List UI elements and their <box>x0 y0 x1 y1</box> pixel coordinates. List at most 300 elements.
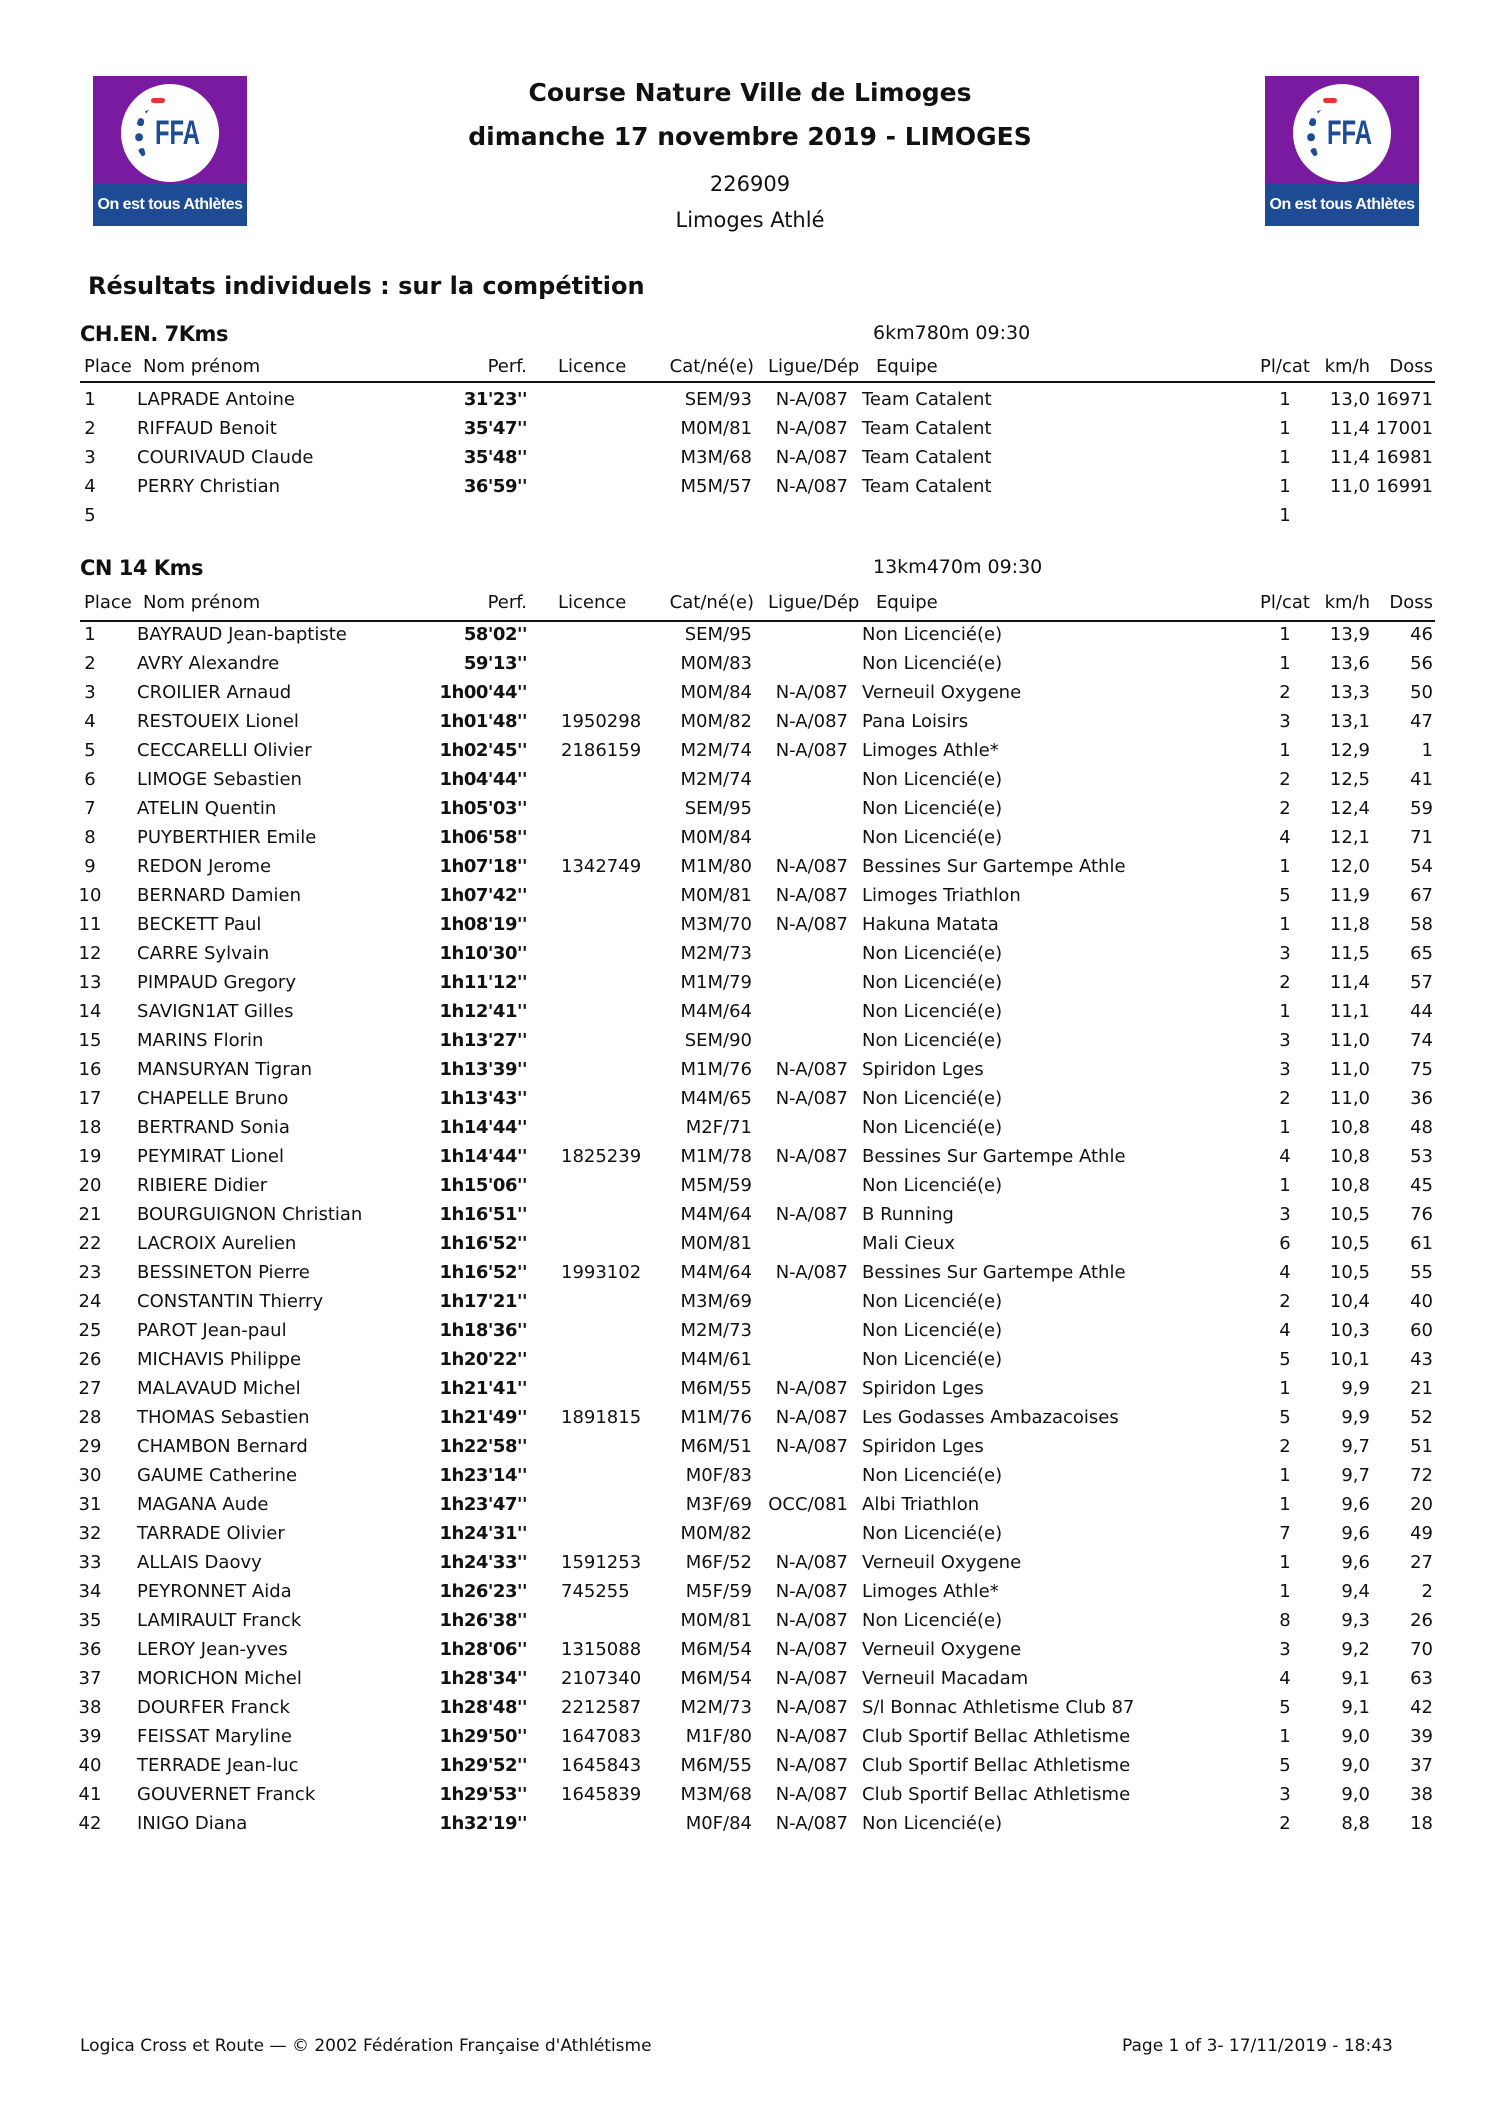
cell-plcat: 5 <box>1279 1407 1291 1428</box>
cell-cat: SEM/90 <box>684 1030 752 1051</box>
cell-cat: M6M/55 <box>680 1755 752 1776</box>
cell-kmh: 11,4 <box>1329 418 1370 439</box>
cell-place: 6 <box>84 769 96 790</box>
cell-doss: 16991 <box>1375 476 1433 497</box>
cell-equipe: Club Sportif Bellac Athletisme <box>862 1755 1131 1776</box>
table-row <box>0 1784 1500 1810</box>
cell-kmh: 9,7 <box>1341 1465 1370 1486</box>
cell-licence: 745255 <box>561 1581 630 1602</box>
table-row <box>0 943 1500 969</box>
table-header <box>0 356 1500 382</box>
cell-equipe: Spiridon Lges <box>862 1059 984 1080</box>
cell-equipe: Non Licencié(e) <box>862 1813 1003 1834</box>
cell-cat: M0M/84 <box>680 827 752 848</box>
table-row <box>0 1523 1500 1549</box>
cell-plcat: 3 <box>1279 943 1291 964</box>
ffa-logo-left: FFA On est tous Athlètes <box>93 76 247 226</box>
table-row <box>0 1059 1500 1085</box>
table-row <box>0 624 1500 650</box>
table-row <box>0 1813 1500 1839</box>
cell-licence: 2186159 <box>561 740 642 761</box>
cell-kmh: 11,1 <box>1329 1001 1370 1022</box>
cell-kmh: 9,2 <box>1341 1639 1370 1660</box>
cell-cat: M1M/79 <box>680 972 752 993</box>
cell-equipe: S/l Bonnac Athletisme Club 87 <box>862 1697 1135 1718</box>
table-row <box>0 1175 1500 1201</box>
cell-place: 5 <box>84 505 96 526</box>
cell-place: 36 <box>78 1639 102 1660</box>
cell-equipe: Non Licencié(e) <box>862 1320 1003 1341</box>
cell-name: SAVIGN1AT Gilles <box>137 1001 294 1022</box>
table-row <box>0 1349 1500 1375</box>
cell-name: PERRY Christian <box>137 476 281 497</box>
cell-equipe: Non Licencié(e) <box>862 1523 1003 1544</box>
cell-kmh: 9,0 <box>1341 1784 1370 1805</box>
ffa-logo-right: FFA On est tous Athlètes <box>1265 76 1419 226</box>
cell-place: 21 <box>78 1204 102 1225</box>
cell-ligue: N-A/087 <box>775 740 848 761</box>
cell-place: 3 <box>84 447 96 468</box>
cell-doss: 47 <box>1410 711 1433 732</box>
cell-name: BERNARD Damien <box>137 885 302 906</box>
cell-doss: 61 <box>1410 1233 1433 1254</box>
cell-perf: 1h28'48'' <box>439 1697 527 1718</box>
cell-equipe: Club Sportif Bellac Athletisme <box>862 1726 1131 1747</box>
cell-name: CHAMBON Bernard <box>137 1436 308 1457</box>
cell-plcat: 7 <box>1279 1523 1291 1544</box>
cell-cat: M2M/74 <box>680 769 752 790</box>
cell-equipe: Non Licencié(e) <box>862 1030 1003 1051</box>
cell-name: ALLAIS Daovy <box>137 1552 262 1573</box>
cell-plcat: 1 <box>1279 1552 1291 1573</box>
cell-licence: 1591253 <box>561 1552 642 1573</box>
cell-doss: 16971 <box>1375 389 1433 410</box>
cell-kmh: 9,9 <box>1341 1407 1370 1428</box>
cell-licence: 1993102 <box>561 1262 642 1283</box>
column-header-equipe: Equipe <box>876 592 938 613</box>
table-row <box>0 972 1500 998</box>
cell-name: DOURFER Franck <box>137 1697 290 1718</box>
cell-perf: 1h15'06'' <box>439 1175 527 1196</box>
table-row <box>0 1726 1500 1752</box>
cell-place: 12 <box>78 943 102 964</box>
cell-kmh: 12,1 <box>1329 827 1370 848</box>
cell-place: 11 <box>78 914 102 935</box>
cell-kmh: 9,7 <box>1341 1436 1370 1457</box>
cell-name: PIMPAUD Gregory <box>137 972 296 993</box>
cell-licence: 2107340 <box>561 1668 642 1689</box>
cell-kmh: 13,9 <box>1329 624 1370 645</box>
cell-name: BAYRAUD Jean-baptiste <box>137 624 347 645</box>
cell-ligue: N-A/087 <box>775 1262 848 1283</box>
cell-name: LEROY Jean-yves <box>137 1639 288 1660</box>
cell-equipe: Non Licencié(e) <box>862 798 1003 819</box>
cell-name: PUYBERTHIER Emile <box>137 827 317 848</box>
column-header-plcat: Pl/cat <box>1260 592 1310 613</box>
cell-kmh: 9,0 <box>1341 1726 1370 1747</box>
cell-plcat: 1 <box>1279 1581 1291 1602</box>
header-divider <box>80 381 1435 383</box>
table-row <box>0 1465 1500 1491</box>
cell-cat: M0M/81 <box>680 1610 752 1631</box>
cell-plcat: 2 <box>1279 769 1291 790</box>
cell-doss: 55 <box>1410 1262 1433 1283</box>
cell-doss: 36 <box>1410 1088 1433 1109</box>
cell-name: TARRADE Olivier <box>137 1523 285 1544</box>
organizer-club: Limoges Athlé <box>675 208 825 232</box>
cell-perf: 1h16'52'' <box>439 1233 527 1254</box>
cell-plcat: 1 <box>1279 505 1291 526</box>
cell-name: INIGO Diana <box>137 1813 248 1834</box>
cell-perf: 1h24'31'' <box>439 1523 527 1544</box>
cell-cat: M4M/64 <box>680 1262 752 1283</box>
cell-plcat: 5 <box>1279 1349 1291 1370</box>
cell-cat: M6M/55 <box>680 1378 752 1399</box>
cell-ligue: N-A/087 <box>775 1581 848 1602</box>
cell-perf: 1h05'03'' <box>439 798 527 819</box>
cell-doss: 70 <box>1410 1639 1433 1660</box>
cell-plcat: 1 <box>1279 1175 1291 1196</box>
cell-place: 19 <box>78 1146 102 1167</box>
cell-licence: 1950298 <box>561 711 642 732</box>
cell-kmh: 13,3 <box>1329 682 1370 703</box>
cell-kmh: 11,4 <box>1329 972 1370 993</box>
cell-equipe: Team Catalent <box>862 418 992 439</box>
cell-kmh: 12,0 <box>1329 856 1370 877</box>
cell-place: 29 <box>78 1436 102 1457</box>
cell-kmh: 13,6 <box>1329 653 1370 674</box>
cell-equipe: Team Catalent <box>862 476 992 497</box>
cell-plcat: 1 <box>1279 1726 1291 1747</box>
cell-doss: 45 <box>1410 1175 1433 1196</box>
cell-cat: M1M/78 <box>680 1146 752 1167</box>
table-row <box>0 389 1500 415</box>
cell-equipe: Bessines Sur Gartempe Athle <box>862 1146 1126 1167</box>
cell-cat: M5F/59 <box>685 1581 752 1602</box>
cell-name: AVRY Alexandre <box>137 653 280 674</box>
cell-perf: 1h20'22'' <box>439 1349 527 1370</box>
cell-kmh: 10,5 <box>1329 1204 1370 1225</box>
column-header-plcat: Pl/cat <box>1260 356 1310 377</box>
cell-kmh: 11,5 <box>1329 943 1370 964</box>
cell-kmh: 10,1 <box>1329 1349 1370 1370</box>
cell-name: MORICHON Michel <box>137 1668 302 1689</box>
cell-place: 8 <box>84 827 96 848</box>
cell-plcat: 3 <box>1279 1639 1291 1660</box>
cell-name: LAPRADE Antoine <box>137 389 295 410</box>
table-row <box>0 1088 1500 1114</box>
cell-plcat: 2 <box>1279 682 1291 703</box>
cell-doss: 56 <box>1410 653 1433 674</box>
section-distance-time: 13km470m 09:30 <box>873 556 1043 578</box>
cell-plcat: 8 <box>1279 1610 1291 1631</box>
cell-place: 37 <box>78 1668 102 1689</box>
cell-plcat: 4 <box>1279 827 1291 848</box>
cell-place: 22 <box>78 1233 102 1254</box>
cell-cat: M0M/81 <box>680 418 752 439</box>
cell-plcat: 2 <box>1279 972 1291 993</box>
cell-perf: 1h14'44'' <box>439 1117 527 1138</box>
table-row <box>0 827 1500 853</box>
cell-name: RIFFAUD Benoit <box>137 418 277 439</box>
cell-cat: M0M/81 <box>680 1233 752 1254</box>
cell-place: 1 <box>84 624 96 645</box>
cell-plcat: 1 <box>1279 1494 1291 1515</box>
cell-plcat: 2 <box>1279 1088 1291 1109</box>
cell-kmh: 9,6 <box>1341 1523 1370 1544</box>
cell-name: BECKETT Paul <box>137 914 262 935</box>
cell-equipe: Spiridon Lges <box>862 1378 984 1399</box>
cell-equipe: Non Licencié(e) <box>862 827 1003 848</box>
cell-cat: M3M/68 <box>680 1784 752 1805</box>
cell-kmh: 9,0 <box>1341 1755 1370 1776</box>
cell-kmh: 11,0 <box>1329 476 1370 497</box>
cell-doss: 38 <box>1410 1784 1433 1805</box>
column-header-cat: Cat/né(e) <box>669 356 754 377</box>
cell-cat: M4M/64 <box>680 1001 752 1022</box>
cell-ligue: N-A/087 <box>775 682 848 703</box>
cell-name: CROILIER Arnaud <box>137 682 292 703</box>
cell-ligue: N-A/087 <box>775 389 848 410</box>
cell-kmh: 9,1 <box>1341 1697 1370 1718</box>
table-row <box>0 1204 1500 1230</box>
cell-doss: 57 <box>1410 972 1433 993</box>
cell-equipe: Albi Triathlon <box>862 1494 980 1515</box>
cell-licence: 1825239 <box>561 1146 642 1167</box>
event-date: dimanche 17 novembre 2019 - LIMOGES <box>468 122 1032 151</box>
column-header-kmh: km/h <box>1324 592 1370 613</box>
cell-plcat: 1 <box>1279 1465 1291 1486</box>
cell-cat: M0M/82 <box>680 1523 752 1544</box>
cell-plcat: 5 <box>1279 1755 1291 1776</box>
cell-cat: M1M/80 <box>680 856 752 877</box>
cell-equipe: Non Licencié(e) <box>862 769 1003 790</box>
cell-cat: M2M/73 <box>680 943 752 964</box>
cell-cat: M2M/73 <box>680 1697 752 1718</box>
cell-perf: 1h02'45'' <box>439 740 527 761</box>
section-distance-time: 6km780m 09:30 <box>873 322 1031 344</box>
table-row <box>0 1639 1500 1665</box>
cell-ligue: N-A/087 <box>775 885 848 906</box>
column-header-doss: Doss <box>1389 356 1433 377</box>
table-row <box>0 1117 1500 1143</box>
cell-doss: 2 <box>1421 1581 1433 1602</box>
cell-cat: M0F/83 <box>685 1465 752 1486</box>
cell-equipe: Limoges Athle* <box>862 1581 999 1602</box>
cell-kmh: 9,6 <box>1341 1494 1370 1515</box>
table-row <box>0 1668 1500 1694</box>
table-row <box>0 505 1500 531</box>
cell-perf: 1h17'21'' <box>439 1291 527 1312</box>
table-row <box>0 798 1500 824</box>
cell-cat: M5M/59 <box>680 1175 752 1196</box>
cell-kmh: 9,9 <box>1341 1378 1370 1399</box>
cell-name: RIBIERE Didier <box>137 1175 268 1196</box>
table-row <box>0 1291 1500 1317</box>
cell-equipe: Bessines Sur Gartempe Athle <box>862 1262 1126 1283</box>
cell-plcat: 5 <box>1279 1697 1291 1718</box>
cell-place: 3 <box>84 682 96 703</box>
cell-doss: 60 <box>1410 1320 1433 1341</box>
cell-kmh: 11,0 <box>1329 1088 1370 1109</box>
cell-perf: 1h07'42'' <box>439 885 527 906</box>
cell-ligue: N-A/087 <box>775 1755 848 1776</box>
cell-name: FEISSAT Maryline <box>137 1726 292 1747</box>
cell-kmh: 9,6 <box>1341 1552 1370 1573</box>
cell-place: 30 <box>78 1465 102 1486</box>
cell-plcat: 2 <box>1279 1436 1291 1457</box>
column-header-place: Place <box>84 356 132 377</box>
cell-equipe: Verneuil Macadam <box>862 1668 1029 1689</box>
cell-plcat: 3 <box>1279 1784 1291 1805</box>
cell-doss: 59 <box>1410 798 1433 819</box>
cell-equipe: Team Catalent <box>862 447 992 468</box>
cell-cat: M0M/81 <box>680 885 752 906</box>
cell-equipe: Non Licencié(e) <box>862 972 1003 993</box>
cell-equipe: Limoges Triathlon <box>862 885 1021 906</box>
cell-kmh: 9,4 <box>1341 1581 1370 1602</box>
cell-kmh: 10,5 <box>1329 1262 1370 1283</box>
cell-licence: 1891815 <box>561 1407 642 1428</box>
cell-name: CARRE Sylvain <box>137 943 270 964</box>
cell-name: PEYMIRAT Lionel <box>137 1146 284 1167</box>
cell-perf: 1h13'39'' <box>439 1059 527 1080</box>
table-row <box>0 1581 1500 1607</box>
cell-equipe: Verneuil Oxygene <box>862 1552 1022 1573</box>
cell-perf: 31'23'' <box>463 389 527 410</box>
cell-cat: SEM/95 <box>684 798 752 819</box>
cell-cat: M0M/82 <box>680 711 752 732</box>
cell-ligue: N-A/087 <box>775 1784 848 1805</box>
cell-doss: 76 <box>1410 1204 1433 1225</box>
cell-doss: 54 <box>1410 856 1433 877</box>
cell-licence: 1315088 <box>561 1639 642 1660</box>
cell-ligue: OCC/081 <box>768 1494 848 1515</box>
cell-equipe: Bessines Sur Gartempe Athle <box>862 856 1126 877</box>
cell-place: 26 <box>78 1349 102 1370</box>
cell-equipe: Les Godasses Ambazacoises <box>862 1407 1119 1428</box>
cell-plcat: 3 <box>1279 1204 1291 1225</box>
cell-doss: 20 <box>1410 1494 1433 1515</box>
cell-name: LIMOGE Sebastien <box>137 769 302 790</box>
cell-perf: 1h29'53'' <box>439 1784 527 1805</box>
cell-place: 10 <box>78 885 102 906</box>
column-header-licence: Licence <box>558 592 627 613</box>
cell-name: BERTRAND Sonia <box>137 1117 290 1138</box>
cell-equipe: Non Licencié(e) <box>862 1175 1003 1196</box>
cell-name: BESSINETON Pierre <box>137 1262 310 1283</box>
cell-doss: 18 <box>1410 1813 1433 1834</box>
footer-credit: Logica Cross et Route — © 2002 Fédération Française d'Athlétisme <box>80 2036 652 2056</box>
cell-kmh: 10,3 <box>1329 1320 1370 1341</box>
column-header-kmh: km/h <box>1324 356 1370 377</box>
cell-place: 33 <box>78 1552 102 1573</box>
event-code: 226909 <box>709 172 791 196</box>
cell-kmh: 11,4 <box>1329 447 1370 468</box>
cell-name: PEYRONNET Aida <box>137 1581 292 1602</box>
cell-cat: SEM/93 <box>684 389 752 410</box>
cell-cat: M3M/70 <box>680 914 752 935</box>
cell-equipe: Non Licencié(e) <box>862 1117 1003 1138</box>
cell-plcat: 2 <box>1279 1291 1291 1312</box>
cell-doss: 50 <box>1410 682 1433 703</box>
cell-perf: 1h16'51'' <box>439 1204 527 1225</box>
cell-cat: M5M/57 <box>680 476 752 497</box>
cell-equipe: Pana Loisirs <box>862 711 969 732</box>
cell-equipe: Non Licencié(e) <box>862 1001 1003 1022</box>
cell-ligue: N-A/087 <box>775 1668 848 1689</box>
cell-perf: 35'48'' <box>463 447 527 468</box>
cell-place: 14 <box>78 1001 102 1022</box>
cell-doss: 42 <box>1410 1697 1433 1718</box>
table-row <box>0 418 1500 444</box>
cell-doss: 71 <box>1410 827 1433 848</box>
cell-ligue: N-A/087 <box>775 418 848 439</box>
cell-name: THOMAS Sebastien <box>137 1407 310 1428</box>
table-row <box>0 1320 1500 1346</box>
cell-perf: 1h16'52'' <box>439 1262 527 1283</box>
cell-place: 35 <box>78 1610 102 1631</box>
cell-perf: 1h01'48'' <box>439 711 527 732</box>
cell-cat: M1M/76 <box>680 1407 752 1428</box>
cell-kmh: 10,8 <box>1329 1175 1370 1196</box>
cell-perf: 1h22'58'' <box>439 1436 527 1457</box>
cell-perf: 1h23'14'' <box>439 1465 527 1486</box>
cell-doss: 1 <box>1421 740 1433 761</box>
cell-cat: M1M/76 <box>680 1059 752 1080</box>
table-row <box>0 1378 1500 1404</box>
cell-place: 18 <box>78 1117 102 1138</box>
cell-equipe: Non Licencié(e) <box>862 624 1003 645</box>
table-row <box>0 447 1500 473</box>
table-row <box>0 769 1500 795</box>
cell-cat: M2M/74 <box>680 740 752 761</box>
event-title: Course Nature Ville de Limoges <box>528 78 972 107</box>
cell-equipe: Verneuil Oxygene <box>862 1639 1022 1660</box>
cell-perf: 1h24'33'' <box>439 1552 527 1573</box>
cell-ligue: N-A/087 <box>775 1146 848 1167</box>
cell-place: 28 <box>78 1407 102 1428</box>
cell-plcat: 4 <box>1279 1320 1291 1341</box>
cell-perf: 1h26'23'' <box>439 1581 527 1602</box>
cell-plcat: 1 <box>1279 856 1291 877</box>
cell-perf: 1h06'58'' <box>439 827 527 848</box>
cell-perf: 59'13'' <box>463 653 527 674</box>
column-header-name: Nom prénom <box>143 592 261 613</box>
cell-doss: 26 <box>1410 1610 1433 1631</box>
cell-ligue: N-A/087 <box>775 914 848 935</box>
cell-doss: 48 <box>1410 1117 1433 1138</box>
cell-ligue: N-A/087 <box>775 1697 848 1718</box>
column-header-ligue: Ligue/Dép <box>768 592 860 613</box>
cell-plcat: 4 <box>1279 1146 1291 1167</box>
cell-licence: 1645843 <box>561 1755 642 1776</box>
table-row <box>0 653 1500 679</box>
table-row <box>0 1697 1500 1723</box>
cell-cat: M6M/54 <box>680 1668 752 1689</box>
cell-ligue: N-A/087 <box>775 1813 848 1834</box>
cell-equipe: Mali Cieux <box>862 1233 955 1254</box>
cell-perf: 1h23'47'' <box>439 1494 527 1515</box>
cell-plcat: 2 <box>1279 798 1291 819</box>
cell-place: 32 <box>78 1523 102 1544</box>
table-row <box>0 1001 1500 1027</box>
table-row <box>0 1030 1500 1056</box>
cell-perf: 1h10'30'' <box>439 943 527 964</box>
cell-place: 31 <box>78 1494 102 1515</box>
table-row <box>0 1146 1500 1172</box>
cell-equipe: Non Licencié(e) <box>862 653 1003 674</box>
